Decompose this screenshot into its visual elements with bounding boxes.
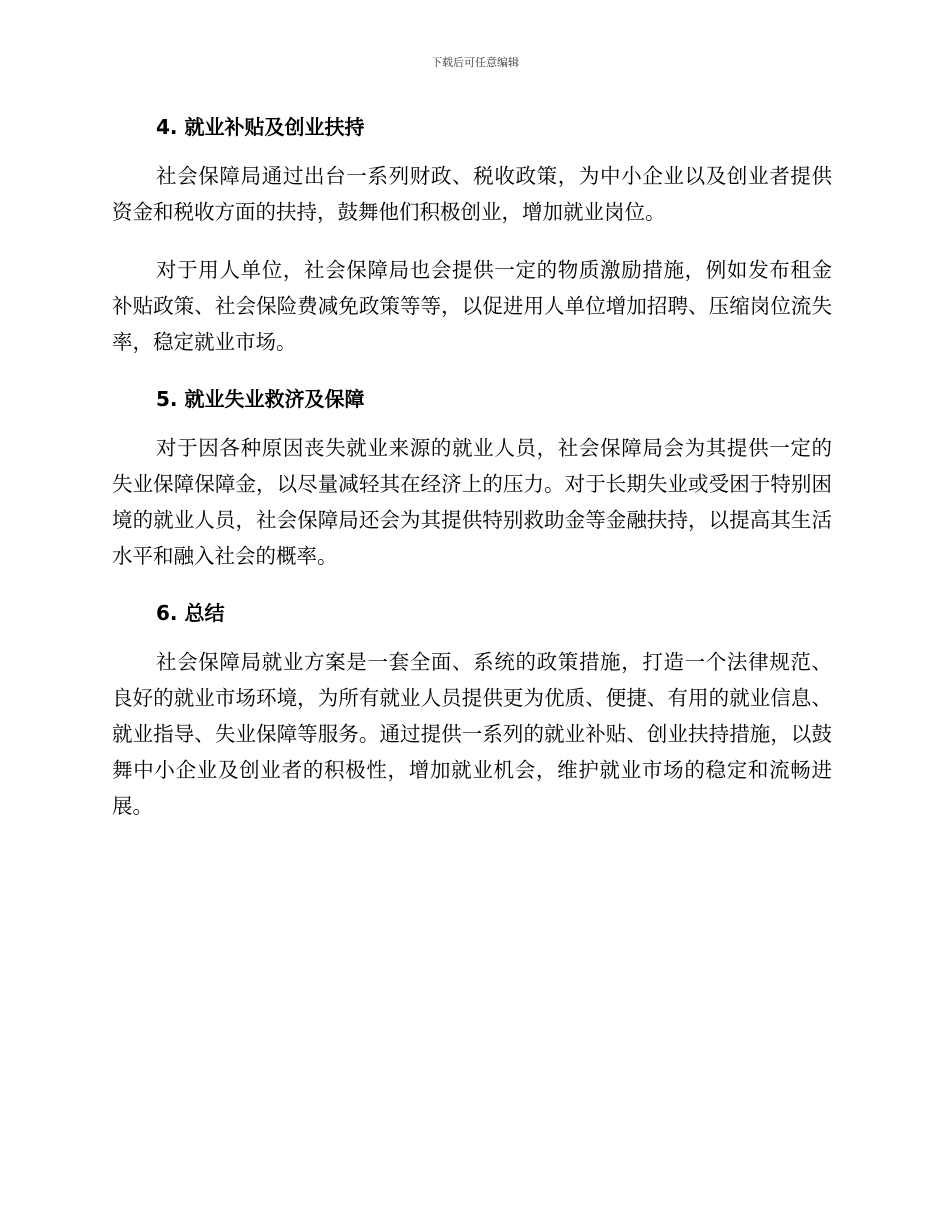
section-heading-unemployment: 5. 就业失业救济及保障 bbox=[156, 387, 365, 411]
paragraph-unemployment-relief: 对于因各种原因丧失就业来源的就业人员，社会保障局会为其提供一定的失业保障保障金，以尽量减轻其在经济上的压力。对于长期失业或受困于特别困境的就业人员，社会保障局还会为其提供特别救助金等金融扶持，以提高其生活水平和融入社会的概率。 bbox=[112, 436, 832, 568]
document-body bbox=[112, 110, 832, 824]
section-heading-summary: 6. 总结 bbox=[156, 601, 225, 625]
paragraph-subsidy-funding: 社会保障局通过出台一系列财政、税收政策，为中小企业以及创业者提供资金和税收方面的扶持，鼓舞他们积极创业，增加就业岗位。 bbox=[112, 164, 832, 224]
section-heading-subsidy: 4. 就业补贴及创业扶持 bbox=[156, 115, 365, 139]
paragraph-summary: 社会保障局就业方案是一套全面、系统的政策措施，打造一个法律规范、良好的就业市场环境，为所有就业人员提供更为优质、便捷、有用的就业信息、就业指导、失业保障等服务。通过提供一系列的就业补贴、创业扶持措施，以鼓舞中小企业及创业者的积极性，增加就业机会，维护就业市场的稳定和流畅进展。 bbox=[112, 650, 832, 818]
paragraph-subsidy-employers: 对于用人单位，社会保障局也会提供一定的物质激励措施，例如发布租金补贴政策、社会保险费减免政策等等，以促进用人单位增加招聘、压缩岗位流失率，稳定就业市场。 bbox=[112, 258, 832, 354]
page-header: 下载后可任意编辑 bbox=[431, 56, 519, 69]
